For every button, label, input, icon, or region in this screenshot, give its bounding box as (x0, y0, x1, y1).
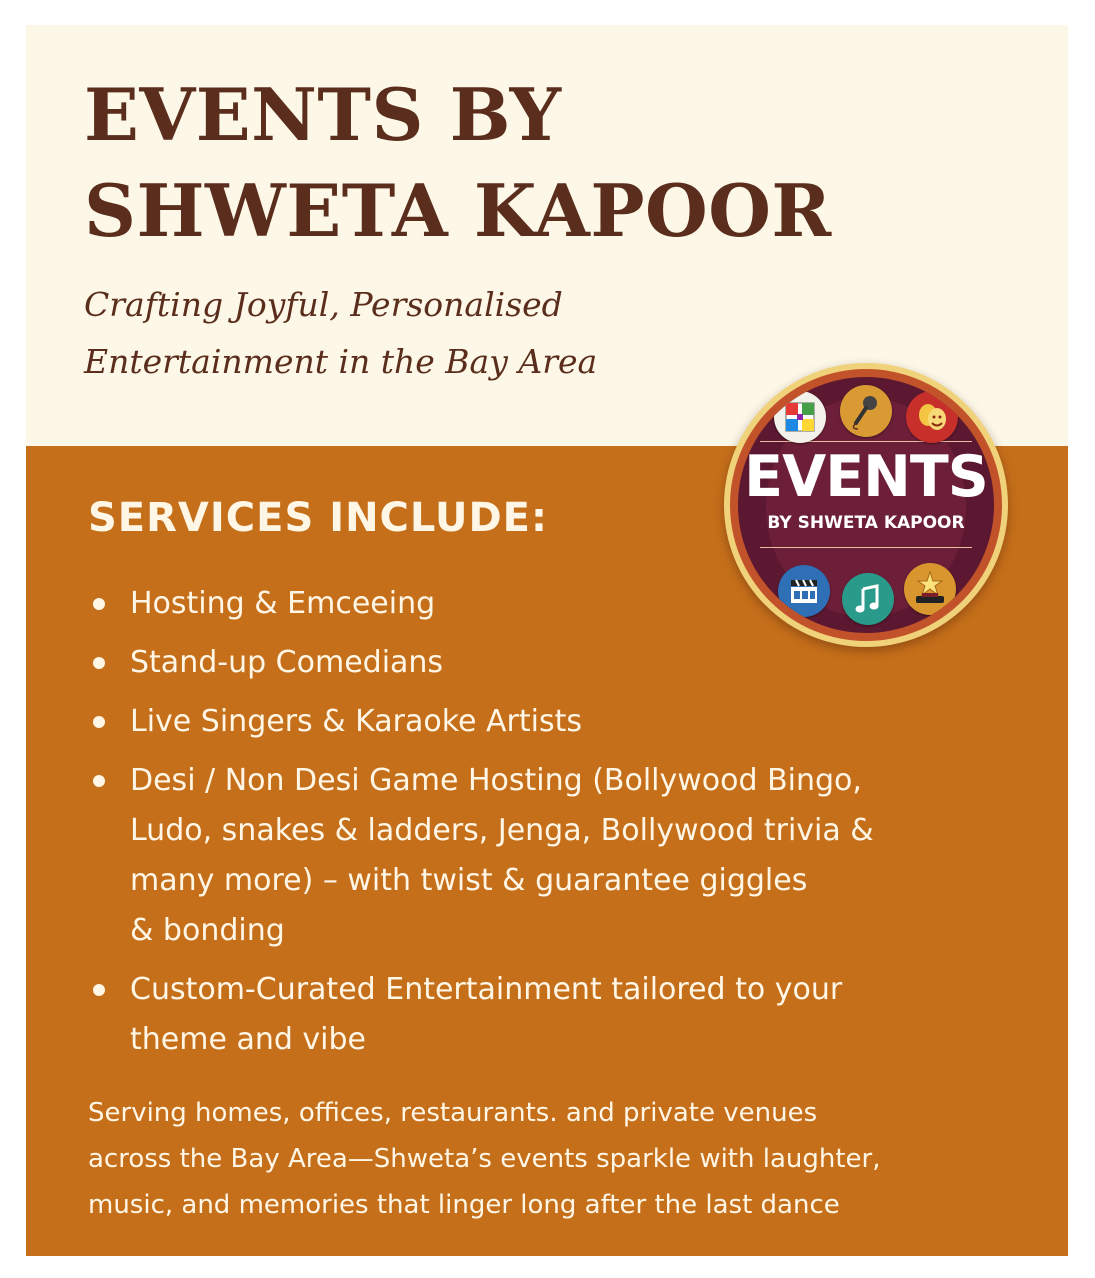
service-item (88, 965, 988, 1065)
service-item (88, 697, 988, 747)
microphone-icon (840, 385, 892, 437)
flyer-card (26, 25, 1068, 1256)
music-note-icon (842, 573, 894, 625)
services-list (88, 579, 988, 1074)
bullet-icon (93, 984, 105, 996)
service-line: Desi / Non Desi Game Hosting (Bollywood Bingo, (130, 763, 862, 798)
badge-subtitle: BY SHWETA KAPOOR (767, 513, 965, 533)
ludo-board-icon (774, 391, 826, 443)
badge-inner (738, 377, 994, 633)
star-trophy-icon (904, 563, 956, 615)
services-heading: SERVICES INCLUDE: (88, 495, 548, 541)
badge-word: EVENTS (744, 444, 988, 510)
footer-text (88, 1090, 881, 1228)
service-line: Ludo, snakes & ladders, Jenga, Bollywood trivia & (130, 813, 874, 848)
service-line: Live Singers & Karaoke Artists (130, 704, 582, 739)
footer-line-1: Serving homes, offices, restaurants. and private venues (88, 1098, 818, 1128)
page-title (84, 67, 832, 259)
service-line: & bonding (130, 913, 285, 948)
theater-masks-icon (906, 391, 958, 443)
events-logo-badge (724, 363, 1008, 647)
service-item (88, 756, 988, 956)
bullet-icon (93, 775, 105, 787)
service-line: theme and vibe (130, 1022, 367, 1057)
footer-line-2: across the Bay Area—Shweta’s events sparkle with laughter, (88, 1144, 881, 1174)
title-line-2: SHWETA KAPOOR (84, 168, 832, 253)
badge-divider (760, 547, 972, 548)
service-line: Custom-Curated Entertainment tailored to your (130, 972, 843, 1007)
service-line: Hosting & Emceeing (130, 586, 436, 621)
service-line: Stand-up Comedians (130, 645, 444, 680)
service-line: many more) – with twist & guarantee giggles (130, 863, 808, 898)
footer-line-3: music, and memories that linger long after the last dance (88, 1190, 840, 1220)
tagline-line-2: Entertainment in the Bay Area (84, 342, 598, 381)
title-line-1: EVENTS BY (84, 72, 562, 157)
bullet-icon (93, 598, 105, 610)
clapperboard-icon (778, 565, 830, 617)
bullet-icon (93, 716, 105, 728)
tagline (84, 276, 597, 390)
bullet-icon (93, 657, 105, 669)
tagline-line-1: Crafting Joyful, Personalised (84, 285, 563, 324)
